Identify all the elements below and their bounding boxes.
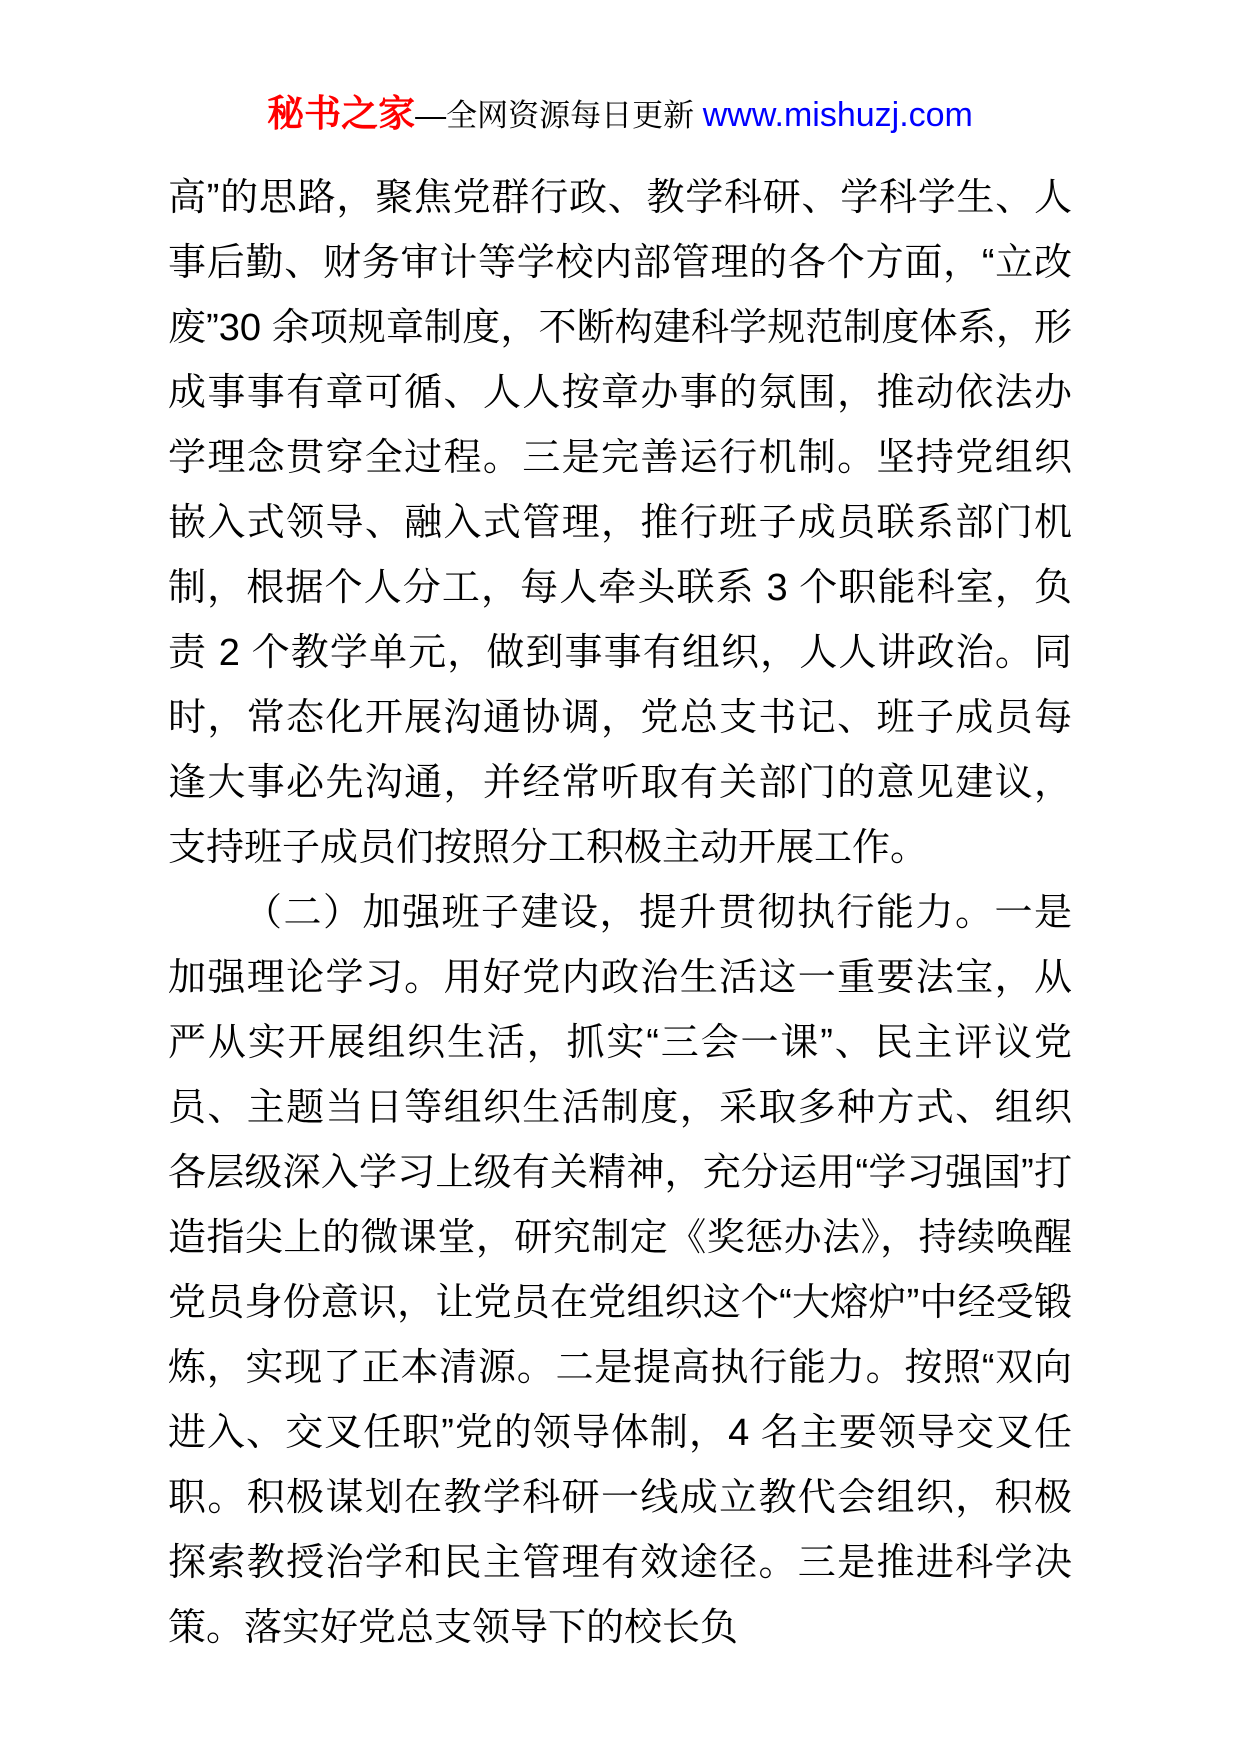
body-paragraph-2: （二）加强班子建设，提升贯彻执行能力。一是加强理论学习。用好党内政治生活这一重要法宝，从严从实开展组织生活，抓实“三会一课”、民主评议党员、主题当日等组织生活制度，采取多种方式、组织各层级深入学习上级有关精神，充分运用“学习强国”打造指尖上的微课堂，研究制定《奖惩办法》，持续唤醒党员身份意识，让党员在党组织这个“大熔炉”中经受锻炼，实现了正本清源。二是提高执行能力。按照“双向进入、交叉任职”党的领导体制，4 名主要领导交叉任职。积极谋划在教学科研一线成立教代会组织，积极探索教授治学和民主管理有效途径。三是推进科学决策。落实好党总支领导下的校长负 (168, 892, 1072, 1649)
document-body (168, 166, 1072, 1661)
site-name: 秘书之家 (267, 93, 416, 134)
site-tagline: —全网资源每日更新 (415, 98, 703, 133)
body-paragraph-1: 高”的思路，聚焦党群行政、教学科研、学科学生、人事后勤、财务审计等学校内部管理的各个方面，“立改废”30 余项规章制度，不断构建科学规范制度体系，形成事事有章可循、人人按章办事的氛围，推动依法办学理念贯穿全过程。三是完善运行机制。坚持党组织嵌入式领导、融入式管理，推行班子成员联系部门机制，根据个人分工，每人牵头联系 3 个职能科室，负责 2 个教学单元，做到事事有组织，人人讲政治。同时，常态化开展沟通协调，党总支书记、班子成员每逢大事必先沟通，并经常听取有关部门的意见建议，支持班子成员们按照分工积极主动开展工作。 (168, 177, 1072, 869)
site-url-link[interactable]: www.mishuzj.com (702, 96, 973, 134)
page-header (0, 92, 1240, 144)
